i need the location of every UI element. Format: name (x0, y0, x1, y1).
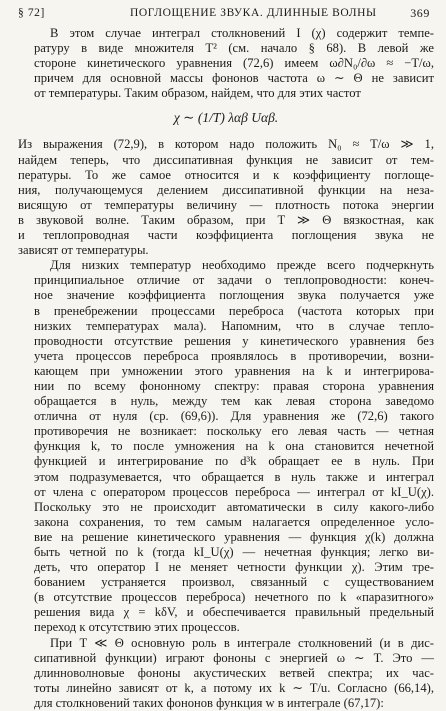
text-line: от температуры. Таким образом, найдем, что для этих частот (34, 86, 361, 101)
text-line: ратуру в виде множителя T² (см. начало § 68). В левой же (34, 41, 434, 56)
text-line: кающем при умножении этого уравнения на k и интегрирова- (34, 363, 434, 378)
text-line: переход к отсутствию этих процессов. (34, 620, 240, 635)
text-line: найдем теперь, что диссипативная функция не зависит от тем- (18, 152, 434, 167)
text-line: решения вида χ = kδV, и обеспечивается правильный предельный (34, 605, 434, 620)
text-line: в звуковой волне. Таким образом, при T ≫ Θ вязкостная, как (18, 212, 434, 227)
text-line: сипативной функции) играют фононы с энергией ω ∼ T. Это — (34, 650, 434, 665)
text-line: функция k, то после умножения на k она становится нечетной (34, 439, 434, 454)
text-line: отлична от нуля (ср. (69,6)). Для уравнения же (72,6) такого (34, 409, 434, 424)
text-line: нии по всему фононному спектру: правая сторона уравнения (34, 378, 434, 393)
text-line: зависят от температуры. (18, 243, 149, 258)
section-marker: § 72] (18, 7, 45, 19)
text-line: висящую от температуры величину — плотность потока энергии (18, 197, 434, 212)
text-line: быть четной по k (тогда kI_U(χ) — нечетная функция; легко ви- (34, 545, 434, 559)
paragraph-1 (18, 26, 434, 101)
text-line: Из выражения (72,9), в котором надо положить N₀ ≈ T/ω ≫ 1, (18, 137, 434, 152)
page-body (18, 26, 434, 711)
text-line: тоты линейно зависят от k, а потому их k ∼ T/u. Согласно (66,14), (34, 680, 434, 695)
text-line: функцией и интегрирование по d³k обращает ее в нуль. При (34, 454, 434, 469)
text-line: учета процессов переброса проявлялось в противоречии, возни- (34, 348, 434, 363)
text-line: При T ≪ Θ основную роль в интеграле столкновений (и в дис- (50, 635, 434, 650)
text-line: длинноволновые фононы акустических ветвей спектра; их час- (34, 665, 434, 680)
equation: χ ∼ (1/T) λαβ Uαβ. (173, 110, 279, 126)
running-header (18, 4, 434, 26)
text-line: для столкновений таких фононов функция w в интеграле (67,17): (34, 695, 384, 710)
text-line: ное значение коэффициента поглощения звука получается уже (34, 288, 434, 303)
text-line: в пренебрежении процессами переброса (частота которых при (34, 303, 434, 318)
text-line: ния, получающемуся делением диссипативной функции на неза- (18, 182, 434, 197)
text-line: вие на решение кинетического уравнения — функция χ(k) должна (34, 529, 434, 544)
text-line: от члена с оператором процессов переброса — интеграл от kI_U(χ). (34, 484, 434, 499)
text-line: закона сохранения, то тем самым налагается определенное усло- (34, 514, 434, 529)
paragraph-3 (18, 258, 434, 635)
text-line: обращается в нуль, между тем как левая сторона заведомо (34, 394, 434, 409)
running-title: ПОГЛОЩЕНИЕ ЗВУКА. ДЛИННЫЕ ВОЛНЫ (130, 7, 377, 19)
text-line: и теплопроводная части коэффициента поглощения звука не (18, 228, 434, 243)
book-page (0, 4, 446, 708)
paragraph-2 (18, 137, 434, 258)
text-line: деть, что оператор I не меняет четности функции χ). Этим тре- (34, 560, 434, 575)
text-line: этом подразумевается, что обращается в нуль также и интеграл (34, 469, 434, 484)
paragraph-4 (18, 636, 434, 711)
page-number: 369 (410, 6, 430, 20)
text-line: принципиальное отличие от задачи о теплопроводности: конеч- (34, 273, 434, 288)
text-line: бованием устраняется произвол, связанный с существованием (34, 575, 434, 590)
text-line: Поскольку это не происходит автоматически в силу какого-либо (34, 499, 434, 514)
text-line: В этом случае интеграл столкновений I (χ) содержит темпе- (50, 26, 434, 40)
text-line: стороне кинетического уравнения (72,6) имеем ω∂N₀/∂ω ≈ −T/ω, (34, 56, 434, 71)
text-line: Для низких температур необходимо прежде всего подчеркнуть (50, 258, 434, 273)
text-line: проводности отсутствие решения у кинетического уравнения без (34, 333, 434, 348)
text-line: (в отсутствие процессов переброса) нечетного по k «паразитного» (34, 590, 434, 605)
text-line: причем для основной массы фононов частота ω ∼ Θ не зависит (34, 71, 434, 86)
text-line: низких температурах мала). Напомним, что в случае тепло- (34, 318, 434, 333)
text-line: противоречия не возникает: поскольку его левая часть — четная (34, 424, 434, 439)
text-line: пературы. То же самое относится и к коэффициенту поглоще- (18, 167, 434, 182)
